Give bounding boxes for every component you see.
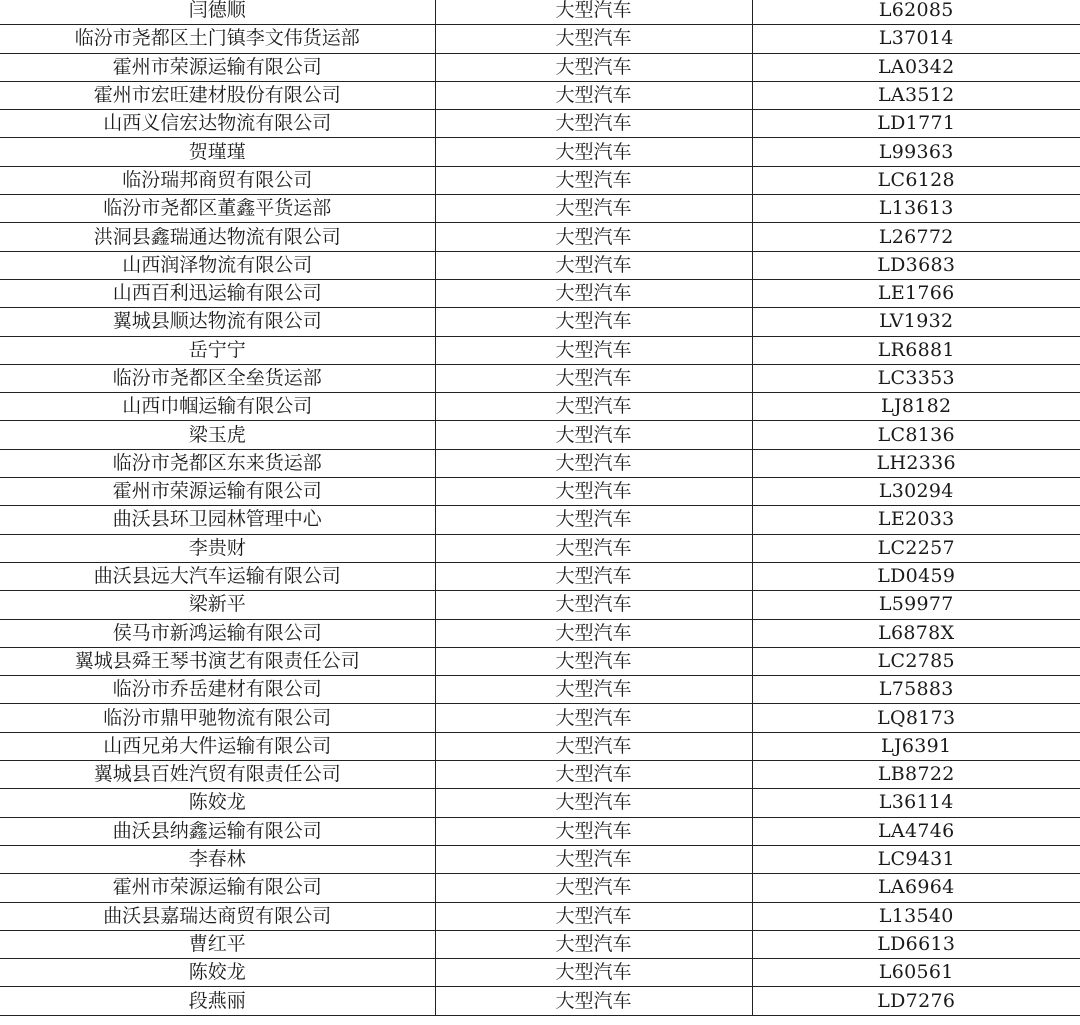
plate-number-cell: LD1771 [752, 110, 1080, 138]
owner-cell: 曲沃县远大汽车运输有限公司 [0, 562, 435, 590]
owner-cell: 霍州市荣源运输有限公司 [0, 478, 435, 506]
plate-number-cell: LC2785 [752, 647, 1080, 675]
table-row [0, 562, 1080, 590]
plate-number-cell: LJ8182 [752, 393, 1080, 421]
plate-number-cell: LA6964 [752, 874, 1080, 902]
table-row [0, 534, 1080, 562]
owner-cell: 贺瑾瑾 [0, 138, 435, 166]
vehicle-type-cell: 大型汽车 [435, 138, 752, 166]
owner-cell: 山西巾帼运输有限公司 [0, 393, 435, 421]
plate-number-cell: L99363 [752, 138, 1080, 166]
vehicle-type-cell: 大型汽车 [435, 449, 752, 477]
vehicle-type-cell: 大型汽车 [435, 789, 752, 817]
table-row [0, 930, 1080, 958]
plate-number-cell: L26772 [752, 223, 1080, 251]
table-row [0, 336, 1080, 364]
owner-cell: 山西百利迅运输有限公司 [0, 279, 435, 307]
table-row [0, 53, 1080, 81]
table-row [0, 506, 1080, 534]
vehicle-type-cell: 大型汽车 [435, 81, 752, 109]
vehicle-type-cell: 大型汽车 [435, 959, 752, 987]
owner-cell: 临汾市尧都区全垒货运部 [0, 364, 435, 392]
owner-cell: 霍州市荣源运输有限公司 [0, 53, 435, 81]
table-row [0, 364, 1080, 392]
table-row [0, 987, 1080, 1015]
vehicle-type-cell: 大型汽车 [435, 534, 752, 562]
vehicle-type-cell: 大型汽车 [435, 195, 752, 223]
plate-number-cell: LB8722 [752, 761, 1080, 789]
vehicle-type-cell: 大型汽车 [435, 251, 752, 279]
vehicle-type-cell: 大型汽车 [435, 223, 752, 251]
table-row [0, 251, 1080, 279]
vehicle-type-cell: 大型汽车 [435, 902, 752, 930]
table-row [0, 845, 1080, 873]
vehicle-type-cell: 大型汽车 [435, 279, 752, 307]
plate-number-cell: LC2257 [752, 534, 1080, 562]
owner-cell: 山西兄弟大件运输有限公司 [0, 732, 435, 760]
table-row [0, 874, 1080, 902]
plate-number-cell: LR6881 [752, 336, 1080, 364]
plate-number-cell: LV1932 [752, 308, 1080, 336]
owner-cell: 梁新平 [0, 591, 435, 619]
owner-cell: 曲沃县环卫园林管理中心 [0, 506, 435, 534]
vehicle-type-cell: 大型汽车 [435, 308, 752, 336]
plate-number-cell: LH2336 [752, 449, 1080, 477]
table-row [0, 761, 1080, 789]
table-row [0, 959, 1080, 987]
plate-number-cell: LJ6391 [752, 732, 1080, 760]
plate-number-cell: LC9431 [752, 845, 1080, 873]
owner-cell: 曲沃县嘉瑞达商贸有限公司 [0, 902, 435, 930]
vehicle-type-cell: 大型汽车 [435, 110, 752, 138]
vehicle-type-cell: 大型汽车 [435, 987, 752, 1015]
plate-number-cell: L62085 [752, 0, 1080, 25]
table-row [0, 647, 1080, 675]
plate-number-cell: L13613 [752, 195, 1080, 223]
table-row [0, 223, 1080, 251]
table-row [0, 25, 1080, 53]
owner-cell: 闫德顺 [0, 0, 435, 25]
table-row [0, 421, 1080, 449]
vehicle-type-cell: 大型汽车 [435, 845, 752, 873]
owner-cell: 翼城县舜王琴书演艺有限责任公司 [0, 647, 435, 675]
table-row [0, 676, 1080, 704]
vehicle-type-cell: 大型汽车 [435, 336, 752, 364]
vehicle-type-cell: 大型汽车 [435, 817, 752, 845]
owner-cell: 临汾市尧都区董鑫平货运部 [0, 195, 435, 223]
owner-cell: 侯马市新鸿运输有限公司 [0, 619, 435, 647]
owner-cell: 临汾市尧都区东来货运部 [0, 449, 435, 477]
plate-number-cell: L75883 [752, 676, 1080, 704]
plate-number-cell: LD3683 [752, 251, 1080, 279]
table-row [0, 110, 1080, 138]
owner-cell: 陈姣龙 [0, 789, 435, 817]
plate-number-cell: LA3512 [752, 81, 1080, 109]
owner-cell: 曹红平 [0, 930, 435, 958]
vehicle-type-cell: 大型汽车 [435, 591, 752, 619]
plate-number-cell: L60561 [752, 959, 1080, 987]
table-row [0, 619, 1080, 647]
owner-cell: 曲沃县纳鑫运输有限公司 [0, 817, 435, 845]
owner-cell: 段燕丽 [0, 987, 435, 1015]
table-row [0, 308, 1080, 336]
plate-number-cell: LD7276 [752, 987, 1080, 1015]
plate-number-cell: LD0459 [752, 562, 1080, 590]
vehicle-type-cell: 大型汽车 [435, 562, 752, 590]
owner-cell: 岳宁宁 [0, 336, 435, 364]
table-row [0, 81, 1080, 109]
owner-cell: 梁玉虎 [0, 421, 435, 449]
plate-number-cell: LE1766 [752, 279, 1080, 307]
vehicle-type-cell: 大型汽车 [435, 53, 752, 81]
vehicle-type-cell: 大型汽车 [435, 506, 752, 534]
table-row [0, 478, 1080, 506]
vehicle-type-cell: 大型汽车 [435, 930, 752, 958]
table-row [0, 279, 1080, 307]
table-row [0, 138, 1080, 166]
vehicle-type-cell: 大型汽车 [435, 761, 752, 789]
plate-number-cell: L6878X [752, 619, 1080, 647]
vehicle-type-cell: 大型汽车 [435, 166, 752, 194]
vehicle-type-cell: 大型汽车 [435, 393, 752, 421]
plate-number-cell: L37014 [752, 25, 1080, 53]
vehicle-type-cell: 大型汽车 [435, 676, 752, 704]
vehicle-type-cell: 大型汽车 [435, 874, 752, 902]
table-row [0, 789, 1080, 817]
owner-cell: 临汾市鼎甲驰物流有限公司 [0, 704, 435, 732]
vehicle-type-cell: 大型汽车 [435, 732, 752, 760]
vehicle-type-cell: 大型汽车 [435, 647, 752, 675]
table-row [0, 591, 1080, 619]
owner-cell: 霍州市荣源运输有限公司 [0, 874, 435, 902]
owner-cell: 李春林 [0, 845, 435, 873]
vehicle-type-cell: 大型汽车 [435, 364, 752, 392]
vehicle-type-cell: 大型汽车 [435, 619, 752, 647]
plate-number-cell: LA4746 [752, 817, 1080, 845]
plate-number-cell: L36114 [752, 789, 1080, 817]
owner-cell: 山西义信宏达物流有限公司 [0, 110, 435, 138]
vehicle-type-cell: 大型汽车 [435, 421, 752, 449]
owner-cell: 山西润泽物流有限公司 [0, 251, 435, 279]
table-row [0, 902, 1080, 930]
table-row [0, 393, 1080, 421]
owner-cell: 洪洞县鑫瑞通达物流有限公司 [0, 223, 435, 251]
table-row [0, 166, 1080, 194]
table-row [0, 817, 1080, 845]
plate-number-cell: LQ8173 [752, 704, 1080, 732]
owner-cell: 临汾瑞邦商贸有限公司 [0, 166, 435, 194]
owner-cell: 翼城县顺达物流有限公司 [0, 308, 435, 336]
plate-number-cell: L59977 [752, 591, 1080, 619]
owner-cell: 临汾市乔岳建材有限公司 [0, 676, 435, 704]
plate-number-cell: LA0342 [752, 53, 1080, 81]
owner-cell: 霍州市宏旺建材股份有限公司 [0, 81, 435, 109]
table-row [0, 704, 1080, 732]
plate-number-cell: L30294 [752, 478, 1080, 506]
table-row [0, 732, 1080, 760]
table-row [0, 0, 1080, 25]
plate-number-cell: LC8136 [752, 421, 1080, 449]
vehicle-type-cell: 大型汽车 [435, 704, 752, 732]
plate-number-cell: LE2033 [752, 506, 1080, 534]
vehicle-type-cell: 大型汽车 [435, 478, 752, 506]
vehicle-type-cell: 大型汽车 [435, 0, 752, 25]
vehicle-type-cell: 大型汽车 [435, 25, 752, 53]
table-row [0, 195, 1080, 223]
plate-number-cell: LC6128 [752, 166, 1080, 194]
plate-number-cell: L13540 [752, 902, 1080, 930]
plate-number-cell: LC3353 [752, 364, 1080, 392]
owner-cell: 翼城县百姓汽贸有限责任公司 [0, 761, 435, 789]
owner-cell: 陈姣龙 [0, 959, 435, 987]
owner-cell: 临汾市尧都区土门镇李文伟货运部 [0, 25, 435, 53]
table-row [0, 449, 1080, 477]
plate-number-cell: LD6613 [752, 930, 1080, 958]
owner-cell: 李贵财 [0, 534, 435, 562]
